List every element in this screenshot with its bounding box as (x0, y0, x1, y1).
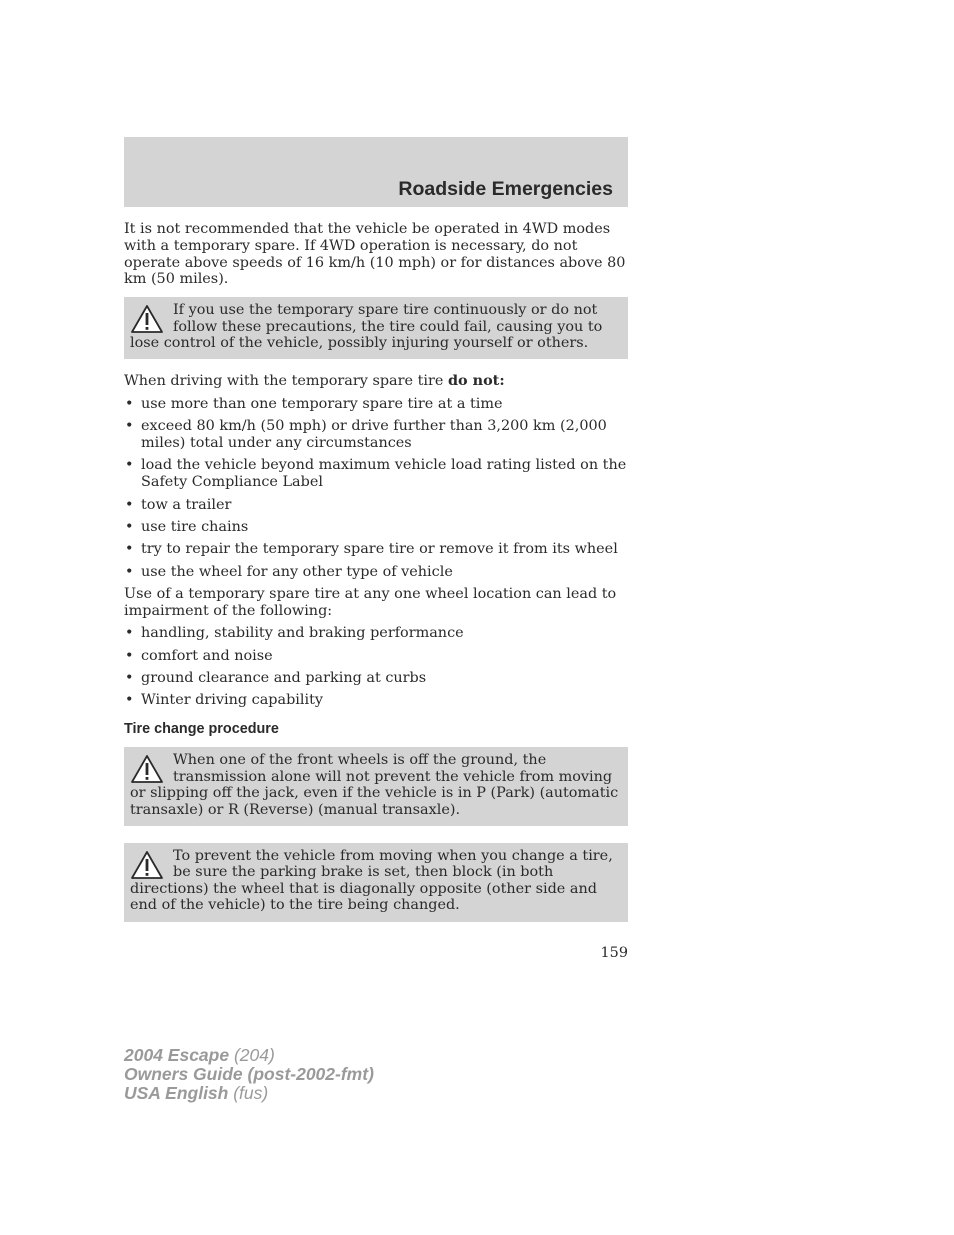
page-number: 159 (600, 944, 628, 961)
warning-box-2 (124, 747, 628, 826)
warning-text-3: To prevent the vehicle from moving when you change a tire, be sure the parking brake is set, then block (in both directions) the wheel that is diagonally opposite (other side and end of the vehicle) to the tire being changed. (130, 847, 613, 914)
list-item: • use the wheel for any other type of vehicle (124, 564, 628, 581)
donot-intro (124, 373, 628, 390)
section-header-band (124, 137, 628, 207)
donot-list (124, 396, 628, 581)
footer-language: USA English (124, 1083, 229, 1103)
list-item: • handling, stability and braking performance (124, 625, 628, 642)
subheading-tire-change: Tire change procedure (124, 721, 279, 738)
footer-model-code: (204) (229, 1045, 275, 1065)
list-item: • exceed 80 km/h (50 mph) or drive further than 3,200 km (2,000 miles) total under any circumstances (124, 418, 628, 452)
donot-intro-text: When driving with the temporary spare tire (124, 373, 448, 390)
footer-line-3 (124, 1084, 374, 1103)
footer-language-code: (fus) (228, 1083, 269, 1103)
section-title: Roadside Emergencies (398, 178, 613, 200)
footer-guide: Owners Guide (post-2002-fmt) (124, 1064, 374, 1084)
footer-model: 2004 Escape (124, 1045, 230, 1065)
list-item: • use more than one temporary spare tire at a time (124, 396, 628, 413)
warning-box-1 (124, 297, 628, 359)
document-footer (124, 1046, 374, 1103)
warning-triangle-icon (130, 850, 164, 880)
impairment-list (124, 625, 628, 709)
list-item: • load the vehicle beyond maximum vehicle load rating listed on the Safety Compliance Label (124, 457, 628, 491)
list-item: • comfort and noise (124, 648, 628, 665)
impairment-intro: Use of a temporary spare tire at any one wheel location can lead to impairment of the following: (124, 586, 617, 619)
list-item: • ground clearance and parking at curbs (124, 670, 628, 687)
footer-line-2 (124, 1065, 374, 1084)
footer-line-1 (124, 1046, 374, 1065)
warning-triangle-icon (130, 304, 164, 334)
warning-box-3 (124, 843, 628, 922)
warning-text-1: If you use the temporary spare tire continuously or do not follow these precautions, the tire could fail, causing you to lose control of the vehicle, possibly injuring yourself or others. (130, 302, 603, 351)
donot-emphasis: do not: (447, 372, 505, 390)
warning-triangle-icon (130, 754, 164, 784)
list-item: • use tire chains (124, 519, 628, 536)
paragraph-4wd: It is not recommended that the vehicle be operated in 4WD modes with a temporary spare. If 4WD operation is necessary, do not operate above speeds of 16 km/h (10 mph) or for distances above 80 km (50 miles). (124, 221, 626, 288)
list-item: • Winter driving capability (124, 692, 628, 709)
manual-page (124, 137, 628, 961)
list-item: • tow a trailer (124, 497, 628, 514)
list-item: • try to repair the temporary spare tire or remove it from its wheel (124, 541, 628, 558)
warning-text-2: When one of the front wheels is off the ground, the transmission alone will not prevent the vehicle from moving or slipping off the jack, even if the vehicle is in P (Park) (automatic transaxle) or R (Reverse) (manual transaxle). (130, 752, 619, 818)
